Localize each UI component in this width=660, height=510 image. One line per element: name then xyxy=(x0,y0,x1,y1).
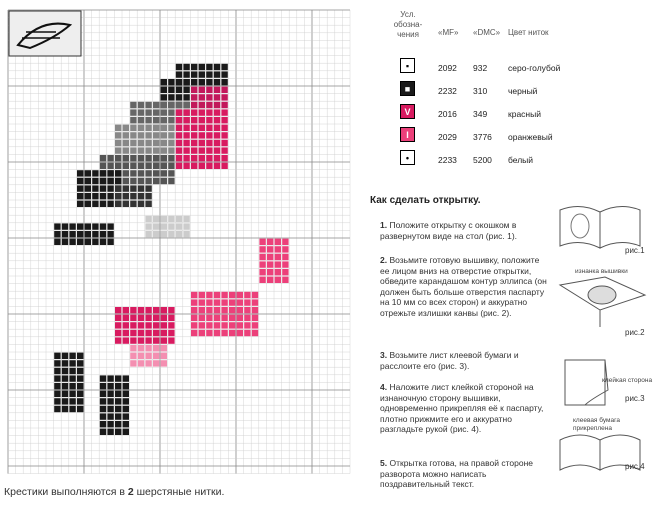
legend-swatch-icon: I xyxy=(400,127,415,142)
legend-name: белый xyxy=(508,155,534,165)
legend-swatch-icon: ▪ xyxy=(400,58,415,73)
legend-row xyxy=(370,150,660,170)
legend-dmc: 310 xyxy=(473,86,488,96)
legend-dmc: 349 xyxy=(473,109,488,119)
legend-name: оранжевый xyxy=(508,132,553,142)
figure-2-label: рис.2 xyxy=(625,328,645,337)
step-3: 3. Возьмите лист клеевой бумаги и расслоите его (рис. 3). xyxy=(380,350,519,371)
step-4: 4. Наложите лист клейкой стороной на изнаночную сторону вышивки, одновременно прикрепляя её к паспарту, плотно прижмите его и аккуратно разгладьте рукой (рис. 4). xyxy=(380,382,544,434)
legend-name: красный xyxy=(508,109,541,119)
legend-swatch-icon: • xyxy=(400,150,415,165)
figure-4-label: рис.4 xyxy=(625,462,645,471)
note-reverse-side: изнанка вышивки xyxy=(575,268,628,275)
note-paper-attached: клеевая бумага прикреплена xyxy=(573,417,620,432)
legend-header-color: Цвет ниток xyxy=(508,28,549,37)
legend-dmc: 3776 xyxy=(473,132,492,142)
legend-mf: 2233 xyxy=(438,155,457,165)
pattern-caption xyxy=(4,486,224,498)
legend-name: серо-голубой xyxy=(508,63,561,73)
legend-mf: 2029 xyxy=(438,132,457,142)
legend-swatch-icon: ■ xyxy=(400,81,415,96)
legend-mf: 2092 xyxy=(438,63,457,73)
legend-header-symbol: Усл. обозна- чения xyxy=(393,10,423,39)
note-sticky-side: клейкая сторона xyxy=(602,377,653,384)
legend-panel xyxy=(370,0,660,510)
legend-header-mf: «MF» xyxy=(438,28,459,37)
step-2: 2. Возьмите готовую вышивку, положите ее лицом вниз на отверстие открытки, обведите карандашом контур эллипса (он должен быть больше отверстия паспарту на 10 мм со всех сторон) и аккуратно отрежьте излишки канвы (рис. 2). xyxy=(380,255,547,318)
caption-text: Крестики выполняются в xyxy=(4,486,125,498)
legend-dmc: 932 xyxy=(473,63,488,73)
figure-1-label: рис.1 xyxy=(625,246,645,255)
legend-header-dmc: «DMC» xyxy=(473,28,501,37)
caption-tail: шерстяные нитки. xyxy=(136,486,225,498)
legend-row xyxy=(370,127,660,147)
caption-bold: 2 xyxy=(127,486,134,498)
legend-swatch-icon: V xyxy=(400,104,415,119)
legend-row xyxy=(370,104,660,124)
step-1: 1. Положите открытку с окошком в развернутом виде на стол (рис. 1). xyxy=(380,220,518,241)
instructions-title: Как сделать открытку. xyxy=(370,195,481,206)
legend-row xyxy=(370,81,660,101)
legend-name: черный xyxy=(508,86,538,96)
legend-mf: 2016 xyxy=(438,109,457,119)
legend-dmc: 5200 xyxy=(473,155,492,165)
step-5: 5. Открытка готова, на правой стороне разворота можно написать поздравительный текст. xyxy=(380,458,534,489)
figure-3-label: рис.3 xyxy=(625,394,645,403)
legend-row xyxy=(370,58,660,78)
legend-mf: 2232 xyxy=(438,86,457,96)
